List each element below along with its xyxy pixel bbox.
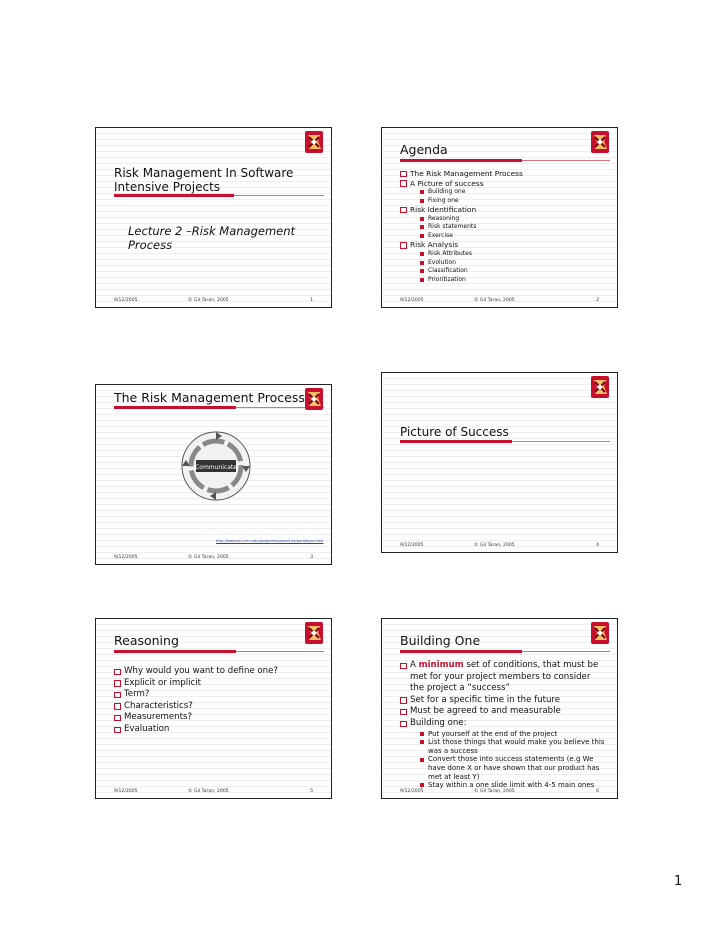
slide-copyright: © Gil Taran, 2005 — [188, 789, 229, 794]
title-rule-thin — [522, 160, 610, 161]
slide-number: 5 — [310, 789, 313, 794]
slide-copyright: © Gil Taran, 2005 — [474, 789, 515, 794]
list-item: A minimum set of conditions, that must be met for your project members to consider the project a “success” — [400, 660, 605, 695]
slide-number: 6 — [596, 789, 599, 794]
slide-title-line2: Intensive Projects — [114, 180, 221, 194]
slide-title: Agenda — [400, 142, 448, 157]
list-item: Building one: Put yourself at the end of the project List those things that would make you believe this was a success Convert those into success statements (e.g We have done X or have shown that our product has met at least Y) Stay within a one slide limit with 4-5 main ones — [400, 718, 605, 790]
page-number: 1 — [674, 874, 683, 889]
slide-title: Reasoning — [114, 633, 179, 648]
slide-date: 9/12/2005 — [400, 543, 424, 548]
list-subitem: Convert those into success statements (e.g We have done X or have shown that our product has met at least Y) — [420, 755, 605, 781]
title-rule — [400, 440, 512, 443]
list-item: Explicit or implicit — [114, 678, 323, 690]
slide-6 — [381, 618, 618, 799]
title-rule-thin — [522, 651, 610, 652]
logo-icon — [305, 622, 323, 644]
slide-1 — [95, 127, 332, 308]
list-item: Must be agreed to and measurable — [400, 706, 605, 718]
title-rule — [114, 650, 236, 653]
bullet-list — [400, 660, 605, 790]
logo-icon — [591, 622, 609, 644]
slide-date: 9/12/2005 — [114, 555, 138, 560]
slide-number: 3 — [310, 555, 313, 560]
agenda-item: A Picture of success Building one Fixing one — [400, 179, 609, 206]
agenda-subitem: Fixing one — [420, 197, 609, 206]
title-rule — [114, 406, 236, 409]
title-rule — [400, 159, 522, 162]
highlight-minimum: minimum — [418, 660, 464, 670]
agenda-subitem: Building one — [420, 188, 609, 197]
slide-date: 9/12/2005 — [400, 298, 424, 303]
slide-title: The Risk Management Process — [114, 390, 305, 405]
bullet-list — [114, 666, 323, 736]
slide-subtitle-line2: Process — [128, 238, 173, 252]
list-item: Why would you want to define one? — [114, 666, 323, 678]
agenda-subitem: Classification — [420, 267, 609, 276]
slide-2 — [381, 127, 618, 308]
slide-copyright: © Gil Taran, 2005 — [474, 298, 515, 303]
agenda-item: Risk Analysis Risk Attributes Evolution Classification Prioritization — [400, 240, 609, 284]
agenda-item: The Risk Management Process — [400, 169, 609, 179]
agenda-subitem: Reasoning — [420, 215, 609, 224]
list-subitem: Stay within a one slide limit with 4-5 main ones — [420, 781, 605, 790]
slide-number: 2 — [596, 298, 599, 303]
slide-date: 9/12/2005 — [400, 789, 424, 794]
agenda-subitem: Exercise — [420, 232, 609, 241]
slide-title: Picture of Success — [400, 425, 509, 439]
agenda-subitem: Prioritization — [420, 276, 609, 285]
list-item: Set for a specific time in the future — [400, 695, 605, 707]
list-subitem: List those things that would make you believe this was a success — [420, 738, 605, 755]
logo-icon — [305, 131, 323, 153]
agenda-subitem: Risk statements — [420, 223, 609, 232]
slide-subtitle-line1: Lecture 2 –Risk Management — [128, 224, 296, 238]
slide-3 — [95, 384, 332, 565]
logo-icon — [591, 131, 609, 153]
agenda-item: Risk Identification Reasoning Risk statements Exercise — [400, 205, 609, 240]
slide-copyright: © Gil Taran, 2005 — [474, 543, 515, 548]
slide-5 — [95, 618, 332, 799]
slide-copyright: © Gil Taran, 2005 — [188, 298, 229, 303]
slide-number: 1 — [310, 298, 313, 303]
title-rule — [400, 650, 522, 653]
slide-copyright: © Gil Taran, 2005 — [188, 555, 229, 560]
agenda-subitem: Risk Attributes — [420, 250, 609, 259]
title-rule-thin — [512, 441, 610, 442]
risk-paradigm-diagram — [178, 428, 254, 504]
slide-number: 4 — [596, 543, 599, 548]
agenda-list — [400, 169, 609, 284]
slide-date: 9/12/2005 — [114, 789, 138, 794]
list-item: Evaluation — [114, 724, 323, 736]
slide-date: 9/12/2005 — [114, 298, 138, 303]
list-item: Characteristics? — [114, 701, 323, 713]
title-rule-thin — [234, 195, 324, 196]
source-link[interactable]: http://www.sei.cmu.edu/programs/sepm/risk/paradigm.html — [216, 539, 324, 543]
list-item: Measurements? — [114, 712, 323, 724]
list-item: Term? — [114, 689, 323, 701]
slide-4 — [381, 372, 618, 553]
diagram-center-label: Communicate — [195, 464, 237, 471]
agenda-subitem: Evolution — [420, 259, 609, 268]
title-rule-thin — [236, 651, 324, 652]
list-subitem: Put yourself at the end of the project — [420, 730, 605, 739]
slide-title: Building One — [400, 633, 481, 648]
slide-title-line1: Risk Management In Software — [114, 166, 294, 180]
logo-icon — [591, 376, 609, 398]
title-rule — [114, 194, 234, 197]
title-rule-thin — [236, 407, 324, 408]
